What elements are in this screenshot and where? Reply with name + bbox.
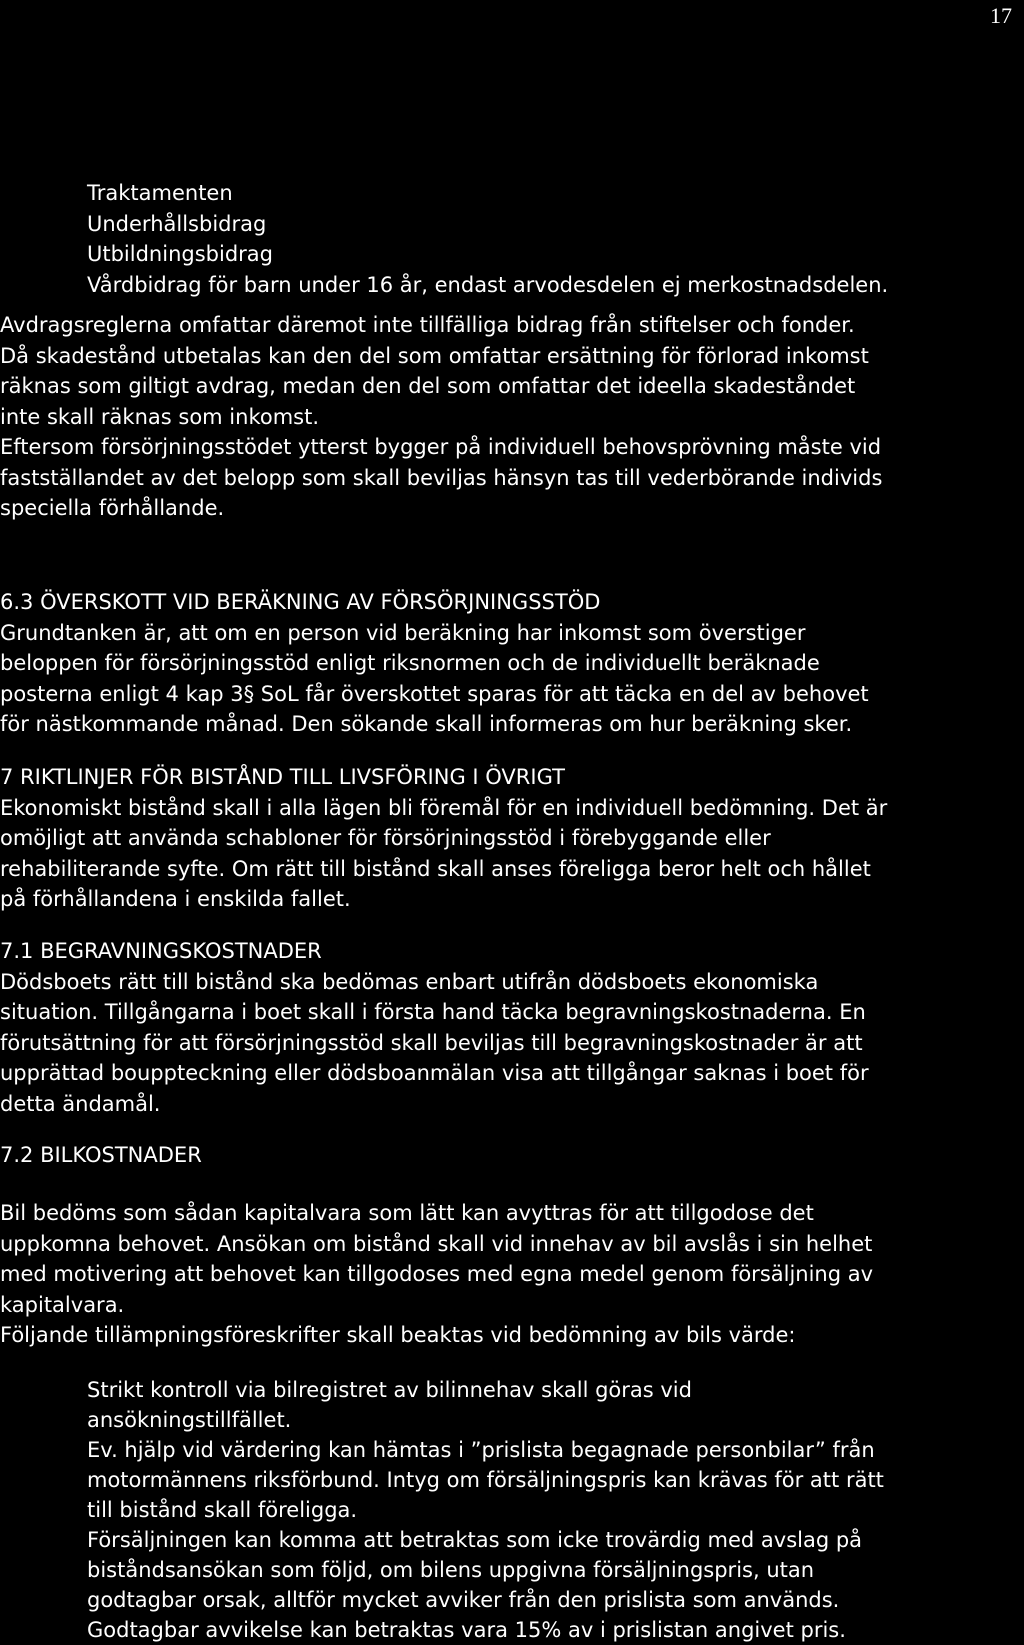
text-line: Följande tillämpningsföreskrifter skall beaktas vid bedömning av bils värde: <box>0 1323 796 1347</box>
text-line: upprättad bouppteckning eller dödsboanmälan visa att tillgångar saknas i boet för <box>0 1061 869 1085</box>
section-heading: 7.2 BILKOSTNADER <box>0 1143 202 1167</box>
text-line: på förhållandena i enskilda fallet. <box>0 887 351 911</box>
paragraph-deductions <box>0 310 1020 524</box>
text-line: Dödsboets rätt till bistånd ska bedömas enbart utifrån dödsboets ekonomiska <box>0 969 819 994</box>
text-line: Då skadestånd utbetalas kan den del som omfattar ersättning för förlorad inkomst <box>0 343 869 368</box>
list-item: motormännens riksförbund. Intyg om försäljningspris kan krävas för att rätt <box>87 1468 884 1492</box>
list-item: biståndsansökan som följd, om bilens uppgivna försäljningspris, utan <box>87 1558 815 1582</box>
list-item: ansökningstillfället. <box>87 1408 292 1432</box>
text-line: Avdragsreglerna omfattar däremot inte tillfälliga bidrag från stiftelser och fonder. <box>0 313 855 337</box>
text-line: räknas som giltigt avdrag, medan den del som omfattar det ideella skadeståndet <box>0 374 856 398</box>
text-line: speciella förhållande. <box>0 496 225 520</box>
list-item: Godtagbar avvikelse kan betraktas vara 15% av i prislistan angivet pris. <box>87 1618 846 1642</box>
text-line: Grundtanken är, att om en person vid beräkning har inkomst som överstiger <box>0 620 806 645</box>
list-item: godtagbar orsak, alltför mycket avviker från den prislista som används. <box>87 1588 840 1612</box>
list-item: Traktamenten <box>87 181 233 205</box>
text-line: Ekonomiskt bistånd skall i alla lägen bli föremål för en individuell bedömning. Det är <box>0 795 888 820</box>
text-line: med motivering att behovet kan tillgodoses med egna medel genom försäljning av <box>0 1262 874 1286</box>
section-heading: 7 RIKTLINJER FÖR BISTÅND TILL LIVSFÖRING I ÖVRIGT <box>0 765 565 789</box>
text-line: Bil bedöms som sådan kapitalvara som lätt kan avyttras för att tillgodose det <box>0 1201 814 1225</box>
section-heading: 7.1 BEGRAVNINGSKOSTNADER <box>0 939 322 963</box>
page-number: 17 <box>990 3 1012 28</box>
car-valuation-rules <box>0 1375 1020 1645</box>
text-line: situation. Tillgångarna i boet skall i första hand täcka begravningskostnaderna. En <box>0 1000 866 1024</box>
text-line: fastställandet av det belopp som skall beviljas hänsyn tas till vederbörande individs <box>0 465 883 490</box>
text-line: rehabiliterande syfte. Om rätt till bistånd skall anses föreligga beror helt och hållet <box>0 856 871 881</box>
section-heading: 6.3 ÖVERSKOTT VID BERÄKNING AV FÖRSÖRJNINGSSTÖD <box>0 590 601 614</box>
text-line: för nästkommande månad. Den sökande skall informeras om hur beräkning sker. <box>0 712 853 736</box>
text-line: beloppen för försörjningsstöd enligt riksnormen och de individuellt beräknade <box>0 651 820 675</box>
text-line: Eftersom försörjningsstödet ytterst bygger på individuell behovsprövning måste vid <box>0 435 882 459</box>
list-item: Vårdbidrag för barn under 16 år, endast arvodesdelen ej merkostnadsdelen. <box>87 272 889 297</box>
list-item: Ev. hjälp vid värdering kan hämtas i ”prislista begagnade personbilar” från <box>87 1438 875 1462</box>
section-7-2-heading-block <box>0 1140 1020 1171</box>
section-7-1 <box>0 936 1020 1119</box>
list-item: Utbildningsbidrag <box>87 242 273 266</box>
list-item: Försäljningen kan komma att betraktas som icke trovärdig med avslag på <box>87 1528 863 1552</box>
intro-list <box>0 178 1020 300</box>
list-item: Strikt kontroll via bilregistret av bilinnehav skall göras vid <box>87 1378 692 1402</box>
section-6-3 <box>0 587 1020 740</box>
section-7 <box>0 762 1020 915</box>
text-line: posterna enligt 4 kap 3§ SoL får överskottet sparas för att täcka en del av behovet <box>0 681 869 706</box>
text-line: detta ändamål. <box>0 1091 161 1116</box>
list-item: Underhållsbidrag <box>87 211 267 236</box>
text-line: uppkomna behovet. Ansökan om bistånd skall vid innehav av bil avslås i sin helhet <box>0 1231 873 1256</box>
text-line: kapitalvara. <box>0 1292 125 1317</box>
list-item: till bistånd skall föreligga. <box>87 1498 358 1522</box>
section-7-2-body <box>0 1198 1020 1351</box>
text-line: förutsättning för att försörjningsstöd skall beviljas till begravningskostnader är att <box>0 1030 863 1055</box>
text-line: omöjligt att använda schabloner för försörjningsstöd i förebyggande eller <box>0 826 771 850</box>
text-line: inte skall räknas som inkomst. <box>0 404 320 429</box>
